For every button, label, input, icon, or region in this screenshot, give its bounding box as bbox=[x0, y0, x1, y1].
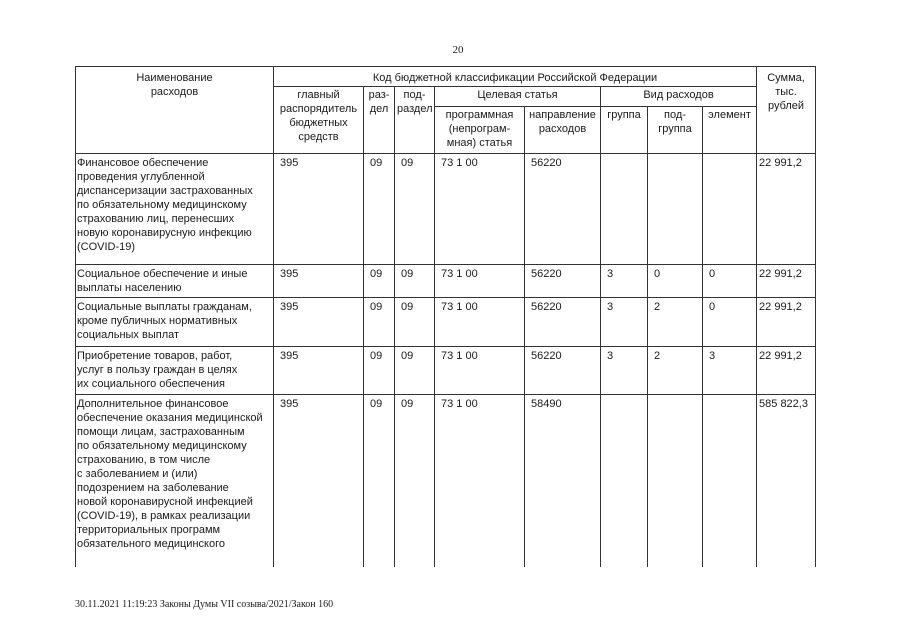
document-footer: 30.11.2021 11:19:23 Законы Думы VII созыва/2021/Закон 160 bbox=[75, 599, 334, 610]
row-group bbox=[601, 154, 648, 265]
table-row bbox=[76, 265, 816, 298]
row-element: 3 bbox=[703, 347, 757, 395]
row-admin: 395 bbox=[274, 298, 364, 347]
row-section: 09 bbox=[364, 265, 395, 298]
header-subgroup: под- группа bbox=[648, 107, 703, 154]
header-expense-type: Вид расходов bbox=[601, 87, 757, 107]
row-direction: 58490 bbox=[525, 395, 601, 568]
row-program: 73 1 00 bbox=[435, 347, 525, 395]
row-subgroup bbox=[648, 154, 703, 265]
row-direction: 56220 bbox=[525, 265, 601, 298]
row-sum: 22 991,2 bbox=[757, 154, 816, 265]
header-program: программная (непрограм- мная) статья bbox=[435, 107, 525, 154]
row-element: 0 bbox=[703, 265, 757, 298]
row-subsection: 09 bbox=[395, 347, 435, 395]
header-sum: Сумма, тыс. рублей bbox=[757, 67, 816, 154]
row-sum: 585 822,3 bbox=[757, 395, 816, 568]
header-section: раз- дел bbox=[364, 87, 395, 154]
row-admin: 395 bbox=[274, 265, 364, 298]
header-target: Целевая статья bbox=[435, 87, 601, 107]
row-subgroup: 2 bbox=[648, 298, 703, 347]
row-name: Социальные выплаты гражданам, кроме публичных нормативных социальных выплат bbox=[76, 298, 274, 347]
row-subsection: 09 bbox=[395, 298, 435, 347]
row-direction: 56220 bbox=[525, 347, 601, 395]
row-section: 09 bbox=[364, 347, 395, 395]
row-sum: 22 991,2 bbox=[757, 298, 816, 347]
table-row bbox=[76, 395, 816, 568]
row-group: 3 bbox=[601, 347, 648, 395]
header-element: элемент bbox=[703, 107, 757, 154]
row-name: Приобретение товаров, работ, услуг в пользу граждан в целях их социального обеспечения bbox=[76, 347, 274, 395]
header-direction: направление расходов bbox=[525, 107, 601, 154]
header-code-group: Код бюджетной классификации Российской Федерации bbox=[274, 67, 757, 87]
row-element: 0 bbox=[703, 298, 757, 347]
row-sum: 22 991,2 bbox=[757, 265, 816, 298]
page-number: 20 bbox=[452, 44, 464, 56]
row-subsection: 09 bbox=[395, 154, 435, 265]
row-section: 09 bbox=[364, 395, 395, 568]
row-name: Социальное обеспечение и иные выплаты населению bbox=[76, 265, 274, 298]
row-element bbox=[703, 154, 757, 265]
row-subsection: 09 bbox=[395, 265, 435, 298]
row-admin: 395 bbox=[274, 347, 364, 395]
row-subgroup: 0 bbox=[648, 265, 703, 298]
row-program: 73 1 00 bbox=[435, 265, 525, 298]
row-program: 73 1 00 bbox=[435, 298, 525, 347]
row-group: 3 bbox=[601, 298, 648, 347]
row-admin: 395 bbox=[274, 395, 364, 568]
row-admin: 395 bbox=[274, 154, 364, 265]
row-program: 73 1 00 bbox=[435, 395, 525, 568]
header-name: Наименование расходов bbox=[76, 67, 274, 154]
row-subsection: 09 bbox=[395, 395, 435, 568]
row-element bbox=[703, 395, 757, 568]
row-section: 09 bbox=[364, 298, 395, 347]
row-name: Дополнительное финансовое обеспечение оказания медицинской помощи лицам, застрахованным по обязательному медицинскому страхованию, в том числе с заболеванием и (или) подозрением на заболевание новой коронавирусной инфекцией (COVID-19), в рамках реализации территориальных программ обязательного медицинского bbox=[76, 395, 274, 568]
table-row bbox=[76, 298, 816, 347]
header-subsection: под- раздел bbox=[395, 87, 435, 154]
row-program: 73 1 00 bbox=[435, 154, 525, 265]
row-group: 3 bbox=[601, 265, 648, 298]
row-subgroup: 2 bbox=[648, 347, 703, 395]
row-name: Финансовое обеспечение проведения углубленной диспансеризации застрахованных по обязательному медицинскому страхованию лиц, перенесших новую коронавирусную инфекцию (COVID-19) bbox=[76, 154, 274, 265]
budget-table bbox=[75, 66, 816, 567]
row-sum: 22 991,2 bbox=[757, 347, 816, 395]
row-direction: 56220 bbox=[525, 154, 601, 265]
table-row bbox=[76, 347, 816, 395]
row-group bbox=[601, 395, 648, 568]
row-section: 09 bbox=[364, 154, 395, 265]
table-row bbox=[76, 154, 816, 265]
header-group: группа bbox=[601, 107, 648, 154]
header-admin: главный распорядитель бюджетных средств bbox=[274, 87, 364, 154]
row-direction: 56220 bbox=[525, 298, 601, 347]
row-subgroup bbox=[648, 395, 703, 568]
